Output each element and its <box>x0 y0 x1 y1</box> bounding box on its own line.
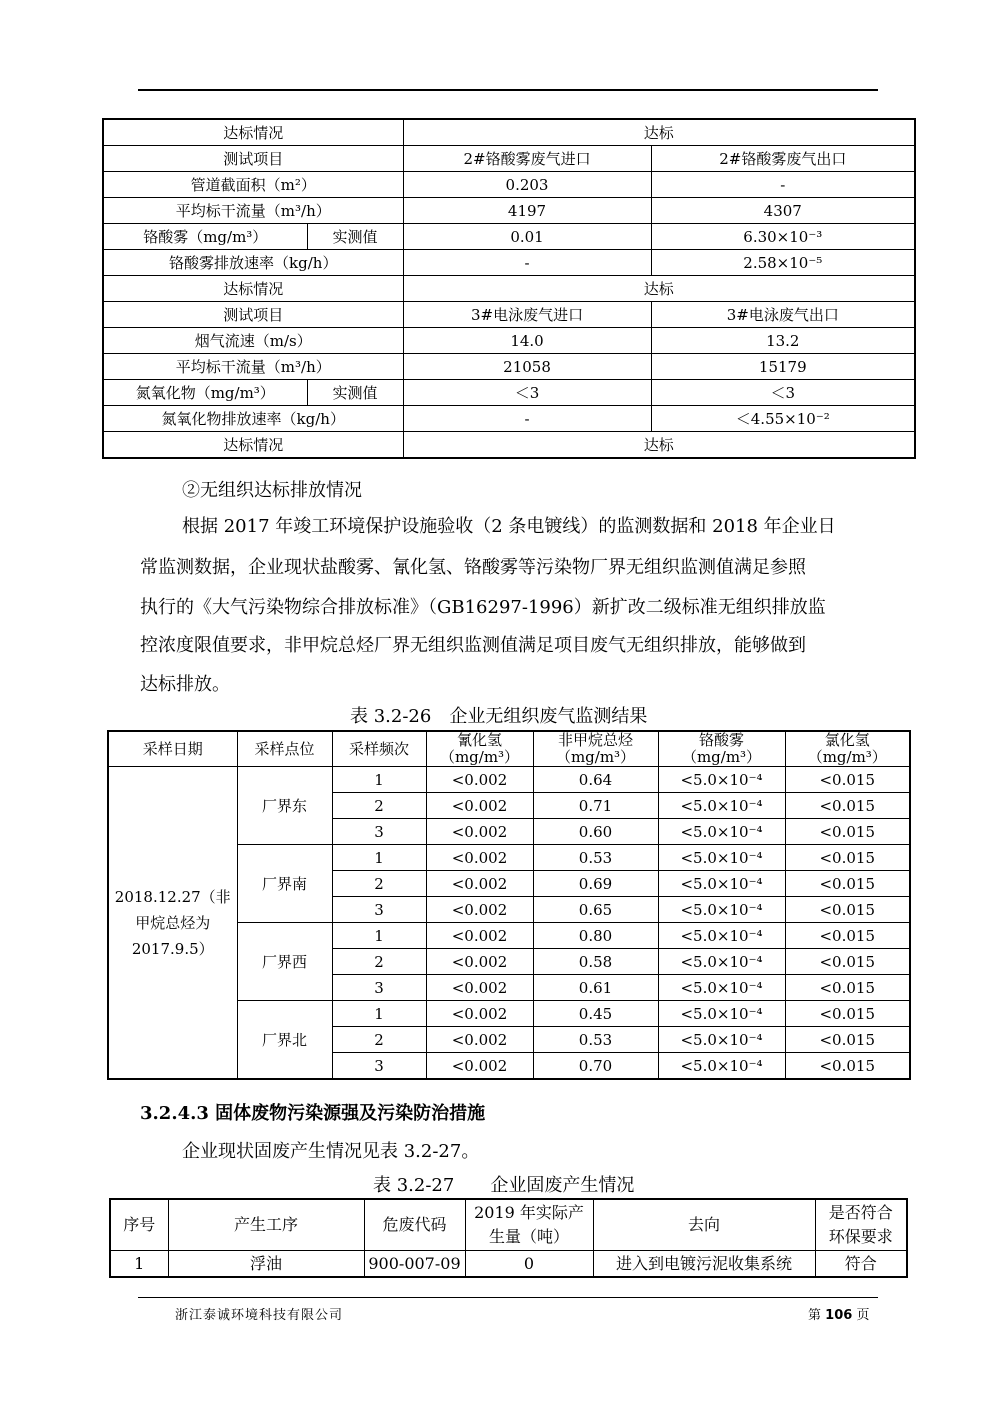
destination: 进入到电镀污泥收集系统 <box>593 1251 815 1278</box>
row-label: 氮氧化物（mg/m³） <box>103 380 307 406</box>
hcn-value: <0.002 <box>426 767 533 793</box>
page-no: 106 <box>825 1308 853 1323</box>
table-row <box>103 146 915 172</box>
hcn-value: <0.002 <box>426 949 533 975</box>
header-rule <box>138 89 878 91</box>
company-name: 浙江泰诚环境科技有限公司 <box>175 1308 344 1323</box>
table-row <box>103 380 915 406</box>
nmhc-value: 0.58 <box>533 949 658 975</box>
table-row <box>103 172 915 198</box>
chromic-acid-value: <5.0×10⁻⁴ <box>658 897 785 923</box>
hcn-value: <0.002 <box>426 897 533 923</box>
amount: 0 <box>465 1251 593 1278</box>
hcn-value: <0.002 <box>426 793 533 819</box>
chromic-acid-value: <5.0×10⁻⁴ <box>658 767 785 793</box>
chromic-acid-value: <5.0×10⁻⁴ <box>658 949 785 975</box>
paragraph-line: 控浓度限值要求，非甲烷总烃厂界无组织监测值满足项目废气无组织排放，能够做到 <box>140 635 806 656</box>
row-label: 平均标干流量（m³/h） <box>103 198 403 224</box>
table-row <box>108 767 910 793</box>
column-header: 采样频次 <box>332 731 426 767</box>
hcn-value: <0.002 <box>426 819 533 845</box>
emission-table-1 <box>102 118 916 459</box>
sampling-freq: 3 <box>332 897 426 923</box>
hcn-value: <0.002 <box>426 845 533 871</box>
sampling-freq: 2 <box>332 793 426 819</box>
hcl-value: <0.015 <box>785 793 910 819</box>
hcl-value: <0.015 <box>785 1001 910 1027</box>
nmhc-value: 0.53 <box>533 1027 658 1053</box>
row-label: 铬酸雾（mg/m³） <box>103 224 307 250</box>
inlet-value: 0.01 <box>403 224 651 250</box>
sampling-point: 厂界东 <box>237 767 332 845</box>
table-row <box>103 328 915 354</box>
outlet-value: 2.58×10⁻⁵ <box>651 250 915 276</box>
chromic-acid-value: <5.0×10⁻⁴ <box>658 1027 785 1053</box>
nmhc-value: 0.45 <box>533 1001 658 1027</box>
hcn-value: <0.002 <box>426 1027 533 1053</box>
nmhc-value: 0.69 <box>533 871 658 897</box>
chromic-acid-value: <5.0×10⁻⁴ <box>658 845 785 871</box>
column-header: 序号 <box>110 1199 168 1251</box>
chromic-acid-value: <5.0×10⁻⁴ <box>658 923 785 949</box>
row-sublabel: 实测值 <box>307 224 403 250</box>
column-header: 产生工序 <box>168 1199 364 1251</box>
column-header: 危废代码 <box>364 1199 465 1251</box>
outlet-value: 6.30×10⁻³ <box>651 224 915 250</box>
outlet-value: 13.2 <box>651 328 915 354</box>
footer-rule <box>138 1297 878 1298</box>
hcl-value: <0.015 <box>785 1027 910 1053</box>
outlet-value: 15179 <box>651 354 915 380</box>
nmhc-value: 0.60 <box>533 819 658 845</box>
column-header: 氰化氢 （mg/m³） <box>426 731 533 767</box>
chromic-acid-value: <5.0×10⁻⁴ <box>658 793 785 819</box>
chromic-acid-value: <5.0×10⁻⁴ <box>658 975 785 1001</box>
chromic-acid-value: <5.0×10⁻⁴ <box>658 1001 785 1027</box>
table-row <box>103 276 915 302</box>
chromic-acid-value: <5.0×10⁻⁴ <box>658 819 785 845</box>
sampling-point: 厂界西 <box>237 923 332 1001</box>
sampling-freq: 3 <box>332 1053 426 1080</box>
nmhc-value: 0.64 <box>533 767 658 793</box>
column-header: 是否符合 环保要求 <box>815 1199 907 1251</box>
sampling-freq: 2 <box>332 871 426 897</box>
fugitive-gas-table <box>107 730 911 1080</box>
table-row <box>103 354 915 380</box>
hcl-value: <0.015 <box>785 845 910 871</box>
row-label: 管道截面积（m²） <box>103 172 403 198</box>
column-header: 采样日期 <box>108 731 237 767</box>
paragraph-line: 根据 2017 年竣工环境保护设施验收（2 条电镀线）的监测数据和 2018 年企业日 <box>182 516 836 537</box>
column-header: 铬酸雾 （mg/m³） <box>658 731 785 767</box>
paragraph-line: 常监测数据，企业现状盐酸雾、氰化氢、铬酸雾等污染物厂界无组织监测值满足参照 <box>140 557 806 578</box>
table-row <box>103 224 915 250</box>
outlet-value: ＜4.55×10⁻² <box>651 406 915 432</box>
sampling-freq: 2 <box>332 1027 426 1053</box>
table-row <box>103 119 915 146</box>
chromic-acid-value: <5.0×10⁻⁴ <box>658 1053 785 1080</box>
row-label: 氮氧化物排放速率（kg/h） <box>103 406 403 432</box>
hcn-value: <0.002 <box>426 923 533 949</box>
solid-waste-table <box>109 1198 908 1278</box>
table-row <box>103 302 915 328</box>
nmhc-value: 0.65 <box>533 897 658 923</box>
column-header: 去向 <box>593 1199 815 1251</box>
row-label: 测试项目 <box>103 302 403 328</box>
table-header-row <box>110 1199 907 1251</box>
hcl-value: <0.015 <box>785 819 910 845</box>
outlet-value: 2#铬酸雾废气出口 <box>651 146 915 172</box>
hcl-value: <0.015 <box>785 871 910 897</box>
inlet-value: 21058 <box>403 354 651 380</box>
row-label: 烟气流速（m/s） <box>103 328 403 354</box>
status-value: 达标 <box>403 276 915 302</box>
inlet-value: - <box>403 250 651 276</box>
chromic-acid-value: <5.0×10⁻⁴ <box>658 871 785 897</box>
inlet-value: ＜3 <box>403 380 651 406</box>
sampling-freq: 3 <box>332 975 426 1001</box>
paragraph: 企业现状固废产生情况见表 3.2-27。 <box>182 1141 480 1162</box>
row-number: 1 <box>110 1251 168 1278</box>
paragraph-line: 执行的《大气污染物综合排放标准》（GB16297-1996）新扩改二级标准无组织排放监 <box>140 597 826 618</box>
hcn-value: <0.002 <box>426 871 533 897</box>
sampling-point: 厂界北 <box>237 1001 332 1080</box>
hcl-value: <0.015 <box>785 1053 910 1080</box>
hcl-value: <0.015 <box>785 767 910 793</box>
outlet-value: - <box>651 172 915 198</box>
row-label: 达标情况 <box>103 432 403 459</box>
row-label: 达标情况 <box>103 276 403 302</box>
subheading: ②无组织达标排放情况 <box>182 480 362 501</box>
row-label: 测试项目 <box>103 146 403 172</box>
inlet-value: 0.203 <box>403 172 651 198</box>
sampling-freq: 1 <box>332 845 426 871</box>
column-header: 采样点位 <box>237 731 332 767</box>
inlet-value: 4197 <box>403 198 651 224</box>
table-row <box>103 432 915 459</box>
table-row <box>103 250 915 276</box>
column-header: 非甲烷总烃 （mg/m³） <box>533 731 658 767</box>
inlet-value: 3#电泳废气进口 <box>403 302 651 328</box>
table-row <box>110 1251 907 1278</box>
page-suffix: 页 <box>856 1308 870 1323</box>
hcn-value: <0.002 <box>426 1053 533 1080</box>
sampling-freq: 1 <box>332 923 426 949</box>
hcl-value: <0.015 <box>785 897 910 923</box>
hcn-value: <0.002 <box>426 975 533 1001</box>
hcl-value: <0.015 <box>785 923 910 949</box>
table-caption: 表 3.2-26 企业无组织废气监测结果 <box>350 706 648 727</box>
sampling-date: 2018.12.27（非 甲烷总烃为 2017.9.5） <box>108 767 237 1080</box>
sampling-freq: 1 <box>332 1001 426 1027</box>
column-header: 2019 年实际产 生量（吨） <box>465 1199 593 1251</box>
table-row <box>103 198 915 224</box>
hcl-value: <0.015 <box>785 949 910 975</box>
row-label: 铬酸雾排放速率（kg/h） <box>103 250 403 276</box>
table-header-row <box>108 731 910 767</box>
column-header: 氯化氢 （mg/m³） <box>785 731 910 767</box>
inlet-value: - <box>403 406 651 432</box>
outlet-value: 4307 <box>651 198 915 224</box>
status-value: 达标 <box>403 119 915 146</box>
process: 浮油 <box>168 1251 364 1278</box>
nmhc-value: 0.61 <box>533 975 658 1001</box>
inlet-value: 2#铬酸雾废气进口 <box>403 146 651 172</box>
sampling-point: 厂界南 <box>237 845 332 923</box>
waste-code: 900-007-09 <box>364 1251 465 1278</box>
table-caption: 表 3.2-27 企业固废产生情况 <box>373 1175 635 1196</box>
row-label: 达标情况 <box>103 119 403 146</box>
outlet-value: ＜3 <box>651 380 915 406</box>
compliance: 符合 <box>815 1251 907 1278</box>
hcl-value: <0.015 <box>785 975 910 1001</box>
outlet-value: 3#电泳废气出口 <box>651 302 915 328</box>
section-heading: 3.2.4.3 固体废物污染源强及污染防治措施 <box>140 1103 486 1124</box>
nmhc-value: 0.80 <box>533 923 658 949</box>
row-label: 平均标干流量（m³/h） <box>103 354 403 380</box>
row-sublabel: 实测值 <box>307 380 403 406</box>
sampling-freq: 1 <box>332 767 426 793</box>
nmhc-value: 0.53 <box>533 845 658 871</box>
page-prefix: 第 <box>808 1308 822 1323</box>
hcn-value: <0.002 <box>426 1001 533 1027</box>
sampling-freq: 2 <box>332 949 426 975</box>
inlet-value: 14.0 <box>403 328 651 354</box>
nmhc-value: 0.70 <box>533 1053 658 1080</box>
page-number <box>808 1304 869 1323</box>
paragraph-line: 达标排放。 <box>140 674 230 695</box>
nmhc-value: 0.71 <box>533 793 658 819</box>
sampling-freq: 3 <box>332 819 426 845</box>
table-row <box>103 406 915 432</box>
status-value: 达标 <box>403 432 915 459</box>
